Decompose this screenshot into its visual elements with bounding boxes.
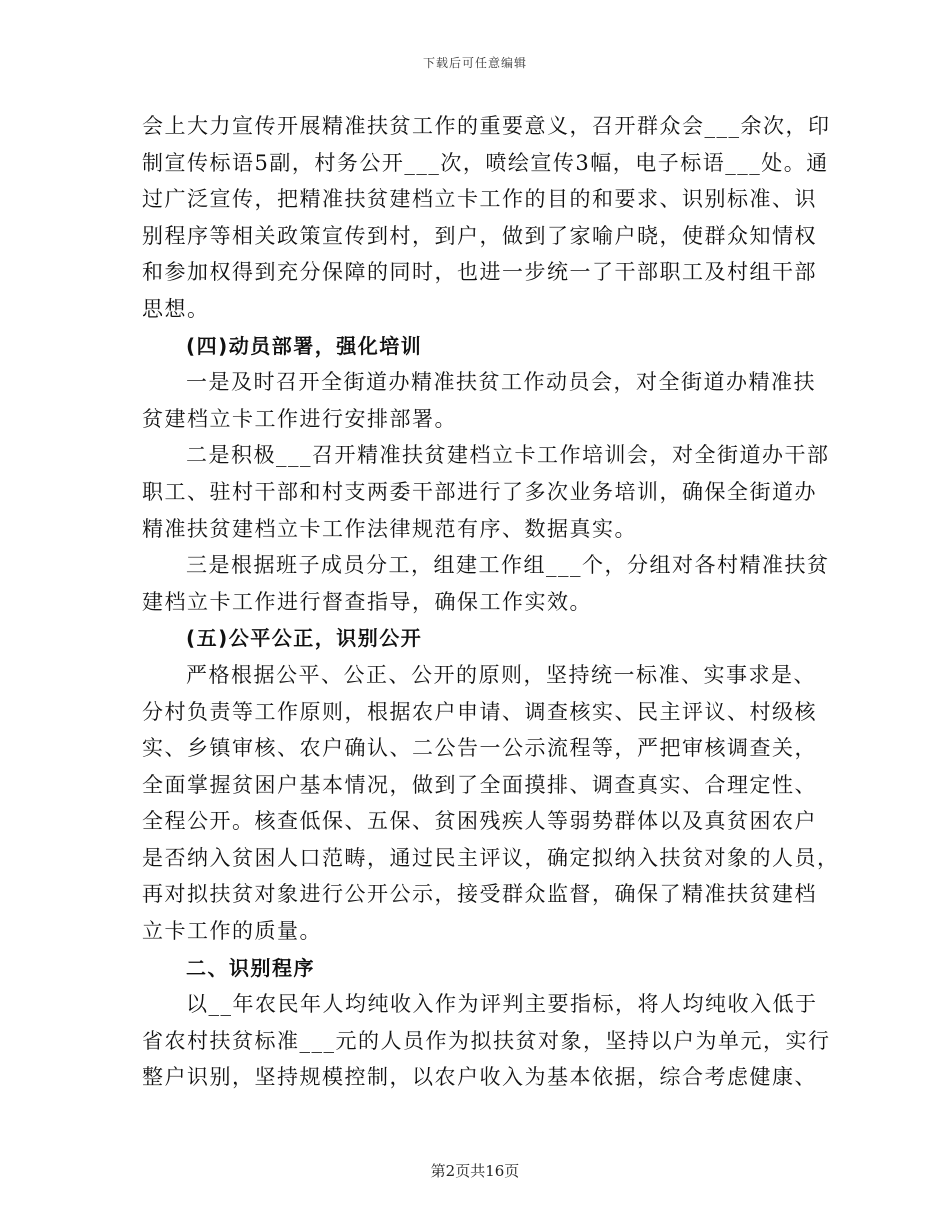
body-line: 再对拟扶贫对象进行公开公示，接受群众监督，确保了精准扶贫建档	[142, 882, 817, 907]
paragraph-start-line: 二是积极___召开精准扶贫建档立卡工作培训会，对全街道办干部	[186, 443, 830, 468]
body-line: 立卡工作的质量。	[142, 919, 322, 944]
body-line: 实、乡镇审核、农户确认、二公告一公示流程等，严把审核调查关，	[142, 736, 817, 761]
body-line: 会上大力宣传开展精准扶贫工作的重要意义，召开群众会___余次，印	[142, 114, 831, 138]
body-line: 思想。	[142, 296, 210, 321]
paragraph-start-line: 一是及时召开全街道办精准扶贫工作动员会，对全街道办精准扶	[186, 370, 816, 395]
section-heading: (四)动员部署，强化培训	[186, 333, 423, 358]
body-line: 贫建档立卡工作进行安排部署。	[142, 406, 457, 431]
page-header: 下载后可任意编辑	[422, 56, 527, 70]
paragraph-start-line: 三是根据班子成员分工，组建工作组___个，分组对各村精准扶贫	[186, 553, 830, 578]
body-line: 别程序等相关政策宣传到村，到户，做到了家喻户晓，使群众知情权	[142, 223, 817, 248]
body-line: 职工、驻村干部和村支两委干部进行了多次业务培训，确保全街道办	[142, 479, 817, 504]
body-line: 全程公开。核查低保、五保、贫困残疾人等弱势群体以及真贫困农户	[142, 809, 817, 834]
section-heading: (五)公平公正，识别公开	[186, 626, 423, 651]
body-line: 分村负责等工作原则，根据农户申请、调查核实、民主评议、村级核	[142, 699, 817, 724]
body-line: 省农村扶贫标准___元的人员作为拟扶贫对象，坚持以户为单元，实行	[142, 1028, 831, 1053]
section-heading: 二、识别程序	[186, 955, 315, 980]
body-line: 过广泛宣传，把精准扶贫建档立卡工作的目的和要求、识别标准、识	[142, 187, 817, 212]
page-number: 第2页共16页	[430, 1162, 520, 1180]
body-line: 精准扶贫建档立卡工作法律规范有序、数据真实。	[142, 516, 637, 541]
body-line: 是否纳入贫困人口范畴，通过民主评议，确定拟纳入扶贫对象的人员，	[142, 845, 840, 870]
body-line: 和参加权得到充分保障的同时，也进一步统一了干部职工及村组干部	[142, 260, 817, 285]
body-line: 整户识别，坚持规模控制，以农户收入为基本依据，综合考虑健康、	[142, 1065, 817, 1090]
body-line: 全面掌握贫困户基本情况，做到了全面摸排、调查真实、合理定性、	[142, 772, 817, 797]
paragraph-start-line: 严格根据公平、公正、公开的原则，坚持统一标准、实事求是、	[186, 662, 816, 687]
document-body	[142, 108, 840, 1096]
paragraph-start-line: 以__年农民年人均纯收入作为评判主要指标，将人均纯收入低于	[186, 992, 818, 1017]
body-line: 制宣传标语5副，村务公开___次，喷绘宣传3幅，电子标语___处。通	[142, 150, 829, 175]
body-line: 建档立卡工作进行督查指导，确保工作实效。	[142, 589, 592, 614]
